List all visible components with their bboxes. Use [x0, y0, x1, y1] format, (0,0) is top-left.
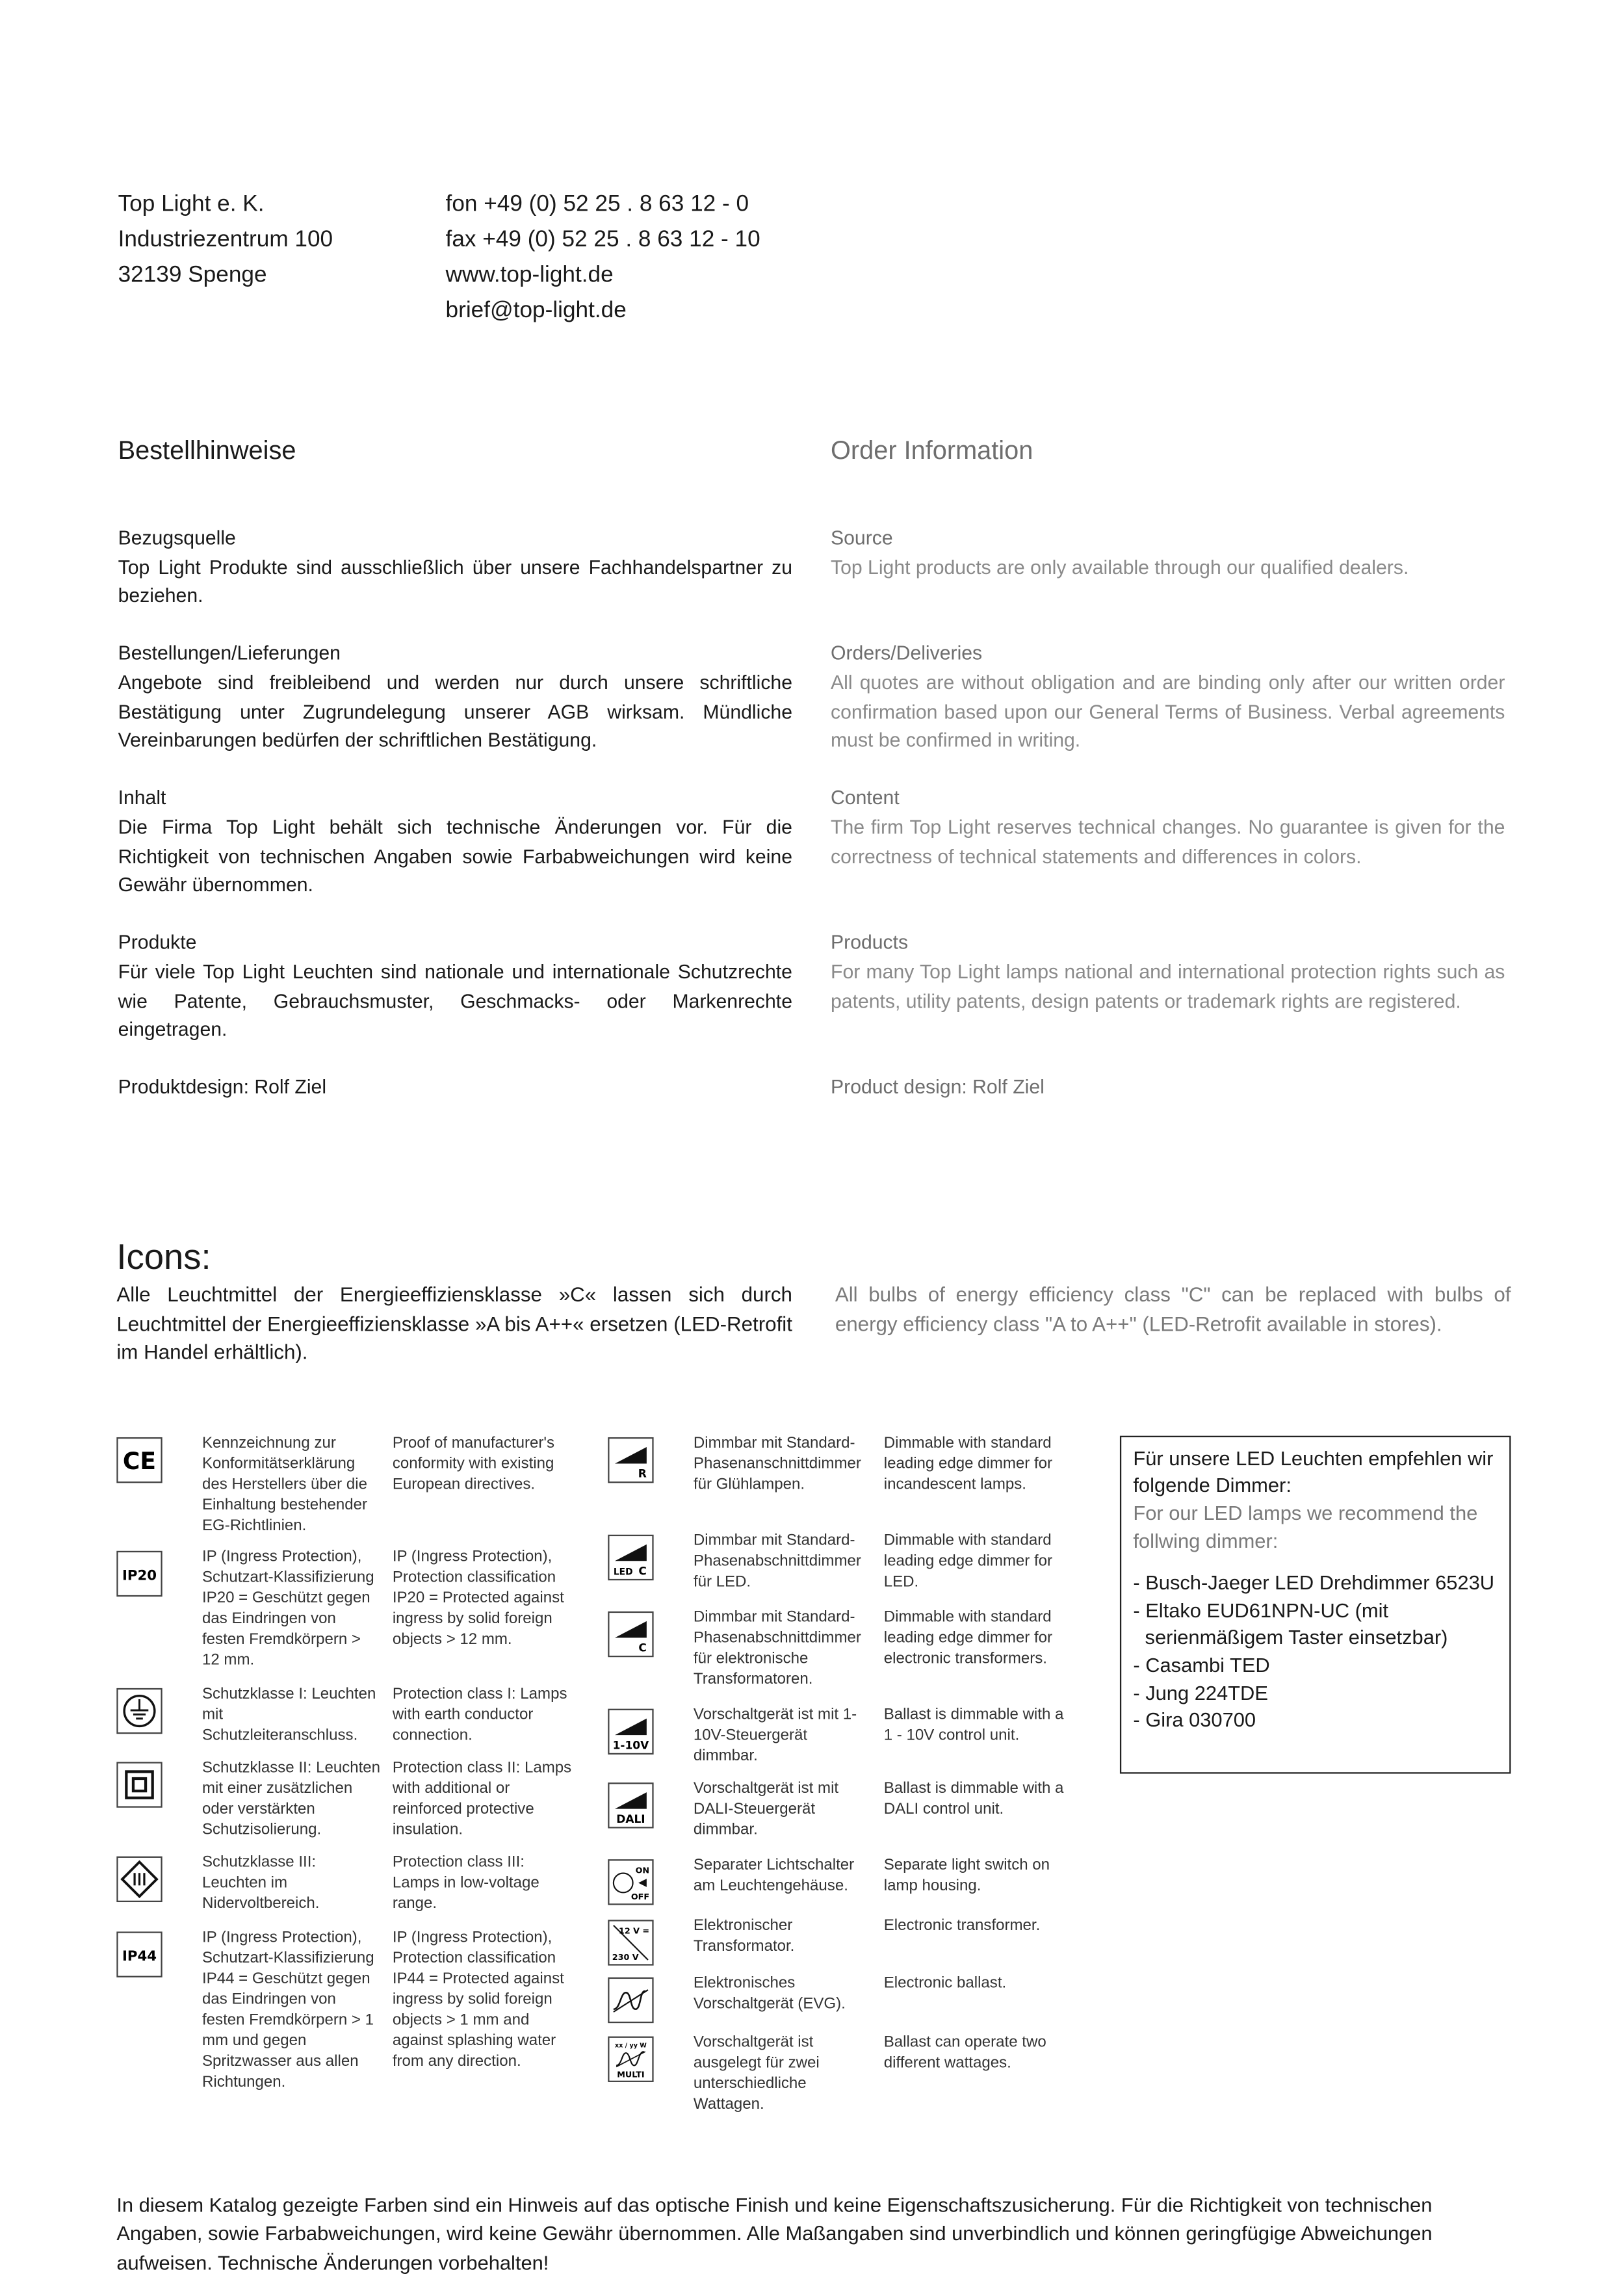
section-text: For many Top Light lamps national and international protection rights such as patents, utility patents, design patents or trademark rights are registered.	[831, 960, 1505, 1012]
dimmer-intro-en: For our LED lamps we recommend the follwing dimmer:	[1133, 1502, 1478, 1552]
section-heading: Bestellungen/Lieferungen	[118, 642, 341, 665]
protection-class-3-icon	[116, 1856, 162, 1901]
icon-legend-row	[116, 1930, 572, 2101]
svg-text:C: C	[638, 1565, 647, 1578]
svg-text:DALI: DALI	[616, 1812, 645, 1826]
icon-description-en: Ballast can operate two different wattages.	[883, 2033, 1046, 2072]
icon-description-de: Schutzklasse I: Leuchten mit Schutzleiteranschluss.	[201, 1684, 376, 1744]
icon-description-en: Separate light switch on lamp housing.	[883, 1856, 1050, 1895]
phone: fon +49 (0) 52 25 . 8 63 12 - 0	[445, 192, 749, 217]
dimmer-item: - Gira 030700	[1133, 1708, 1256, 1731]
icon-description-en: Dimmable with standard leading edge dimmer for LED.	[883, 1531, 1053, 1591]
email-link[interactable]: brief@top-light.de	[445, 298, 627, 324]
product-design: Produktdesign: Rolf Ziel	[118, 1076, 327, 1099]
icon-legend-row	[116, 1686, 572, 1760]
de-section-1	[118, 640, 792, 755]
order-information-sections	[118, 524, 1505, 1102]
icon-description-de: Elektronisches Vorschaltgerät (EVG).	[693, 1974, 846, 2013]
svg-text:1-10V: 1-10V	[612, 1738, 649, 1752]
icons-section	[116, 1235, 1511, 2278]
svg-text:IP44: IP44	[122, 1948, 157, 1964]
svg-text:12 V =: 12 V =	[618, 1926, 650, 1937]
en-title: Order Information	[831, 435, 1033, 465]
icon-legend-row	[608, 1976, 1063, 2035]
ce-mark-icon	[116, 1437, 162, 1482]
icon-legend-row	[116, 1855, 572, 1930]
svg-text:LED: LED	[613, 1567, 633, 1578]
de-title: Bestellhinweise	[118, 435, 296, 465]
on-off-switch-icon	[608, 1859, 653, 1905]
icon-description-de: Dimmbar mit Standard-Phasenanschnittdimmer für Glühlampen.	[693, 1433, 861, 1493]
dimmer-recommendation-box	[1120, 1435, 1511, 1773]
dimmer-r-icon	[608, 1437, 653, 1482]
svg-text:OFF: OFF	[630, 1892, 650, 1902]
icon-description-en: Ballast is dimmable with a DALI control unit.	[883, 1779, 1064, 1818]
en-section-3	[831, 929, 1505, 1045]
icon-description-de: Vorschaltgerät ist ausgelegt für zwei unterschiedliche Wattagen.	[693, 2033, 820, 2113]
icon-legend-row	[608, 1610, 1063, 1707]
protection-class-1-icon	[116, 1688, 162, 1733]
footer-disclaimer: In diesem Katalog gezeigte Farben sind ein Hinweis auf das optische Finish und keine Eigenschaftszusicherung. Für die Richtigkeit von technischen Angaben, sowie Farbabweichungen, wird keine Gewähr übernommen. Alle Maßangaben sind unverbindlich und können geringfügige Abweichungen aufweisen. Technische Änderungen vorbehalten!	[116, 2193, 1433, 2274]
fax: fax +49 (0) 52 25 . 8 63 12 - 10	[445, 227, 760, 253]
street: Industriezentrum 100	[118, 227, 333, 253]
section-text: Top Light products are only available through our qualified dealers.	[831, 555, 1409, 578]
ip20-icon	[116, 1550, 162, 1596]
dimmer-list	[1133, 1571, 1498, 1735]
icon-description-en: Protection class III: Lamps in low-voltage range.	[392, 1853, 539, 1912]
icon-legend-row	[608, 1533, 1063, 1610]
icons-intro	[116, 1281, 1511, 1367]
svg-text:230 V: 230 V	[612, 1952, 639, 1963]
icon-description-en: Protection class II: Lamps with additional or reinforced protective insulation.	[392, 1758, 572, 1838]
section-heading: Orders/Deliveries	[831, 642, 983, 665]
icon-legend-right	[608, 1435, 1063, 2123]
section-heading: Bezugsquelle	[118, 527, 236, 549]
icon-description-en: IP (Ingress Protection), Protection classification IP44 = Protected against ingress by solid foreign objects > 1 mm and against splashing water from any direction.	[392, 1928, 564, 2070]
dimmer-item: - Jung 224TDE	[1133, 1681, 1268, 1704]
icon-legend-row	[608, 1707, 1063, 1781]
electronic-transformer-icon	[608, 1920, 653, 1965]
de-section-0	[118, 524, 792, 610]
en-section-1	[831, 640, 1505, 755]
icon-description-de: Vorschaltgerät ist mit DALI-Steuergerät dimmbar.	[693, 1779, 839, 1838]
section-heading: Produkte	[118, 932, 197, 954]
section-heading: Inhalt	[118, 787, 166, 809]
icon-description-de: Schutzklasse III: Leuchten im Nidervoltbereich.	[201, 1853, 320, 1912]
section-text: Angebote sind freibleibend und werden nur durch unsere schriftliche Bestätigung unter Zugrundelegung unserer AGB wirksam. Mündliche Vereinbarungen bedürfen der schriftlichen Bestätigung.	[118, 671, 792, 751]
icons-intro-en: All bulbs of energy efficiency class "C" can be replaced with bulbs of energy efficiency class "A to A++" (LED-Retrofit available in stores).	[835, 1283, 1511, 1335]
icon-legend-row	[608, 1857, 1063, 1918]
icon-description-de: IP (Ingress Protection), Schutzart-Klassifizierung IP44 = Geschützt gegen das Eindringen von festen Fremdkörpern > 1 mm und gegen Spritzwasser aus allen Richtungen.	[201, 1928, 374, 2091]
multi-wattage-ballast-icon	[608, 2036, 653, 2081]
company-name: Top Light e. K.	[118, 192, 265, 217]
icon-legend-row	[608, 2035, 1063, 2123]
section-heading: Products	[831, 932, 909, 954]
section-text: The firm Top Light reserves technical changes. No guarantee is given for the correctness of technical statements and differences in colors.	[831, 816, 1505, 867]
icon-description-de: Separater Lichtschalter am Leuchtengehäuse.	[693, 1856, 855, 1895]
section-text: Die Firma Top Light behält sich technische Änderungen vor. Für die Richtigkeit von technischen Angaben sowie Farbabweichungen wird keine Gewähr übernommen.	[118, 816, 792, 896]
svg-text:CE: CE	[122, 1446, 157, 1475]
ip44-icon	[116, 1931, 162, 1977]
icon-legend-left	[116, 1435, 572, 2101]
dimmer-1-10v-icon	[608, 1708, 653, 1754]
electronic-ballast-icon	[608, 1977, 653, 2022]
svg-text:IP20: IP20	[122, 1567, 157, 1584]
svg-text:C: C	[638, 1641, 647, 1655]
icon-description-en: Ballast is dimmable with a 1 - 10V control unit.	[883, 1705, 1064, 1744]
svg-text:R: R	[638, 1467, 647, 1481]
icon-legend	[116, 1435, 1511, 2123]
icon-description-de: Dimmbar mit Standard-Phasenabschnittdimmer für LED.	[693, 1531, 861, 1591]
de-section-3	[118, 929, 792, 1045]
dimmer-c-icon	[608, 1611, 653, 1656]
icon-description-en: Dimmable with standard leading edge dimmer for incandescent lamps.	[883, 1433, 1053, 1493]
icon-description-de: Elektronischer Transformator.	[693, 1916, 795, 1955]
icon-description-de: Schutzklasse II: Leuchten mit einer zusätzlichen oder verstärkten Schutzisolierung.	[201, 1758, 381, 1838]
icon-description-en: IP (Ingress Protection), Protection classification IP20 = Protected against ingress by solid foreign objects > 12 mm.	[392, 1547, 564, 1649]
icon-description-de: IP (Ingress Protection), Schutzart-Klassifizierung IP20 = Geschützt gegen das Eindringen von festen Fremdkörpern > 12 mm.	[201, 1547, 374, 1669]
company-address	[118, 187, 333, 293]
en-section-0	[831, 524, 1505, 610]
section-text: All quotes are without obligation and are binding only after our written order confirmation based upon our General Terms of Business. Verbal agreements must be confirmed in writing.	[831, 671, 1505, 751]
section-text: Für viele Top Light Leuchten sind nationale und internationale Schutzrechte wie Patente, Gebrauchsmuster, Geschmacks- oder Markenrechte eingetragen.	[118, 960, 792, 1041]
product-design: Product design: Rolf Ziel	[831, 1076, 1045, 1099]
icons-intro-de: Alle Leuchtmittel der Energieeffiziensklasse »C« lassen sich durch Leuchtmittel der Energieeffiziensklasse »A bis A++« ersetzen (LED-Retrofit im Handel erhältlich).	[116, 1283, 792, 1364]
company-contact	[446, 187, 760, 329]
dimmer-dali-icon	[608, 1782, 653, 1828]
dimmer-led-c-icon	[608, 1534, 653, 1580]
website-link[interactable]: www.top-light.de	[445, 263, 614, 288]
svg-text:xx / yy W: xx / yy W	[615, 2042, 647, 2050]
dimmer-item: - Casambi TED	[1133, 1654, 1270, 1676]
icon-description-de: Dimmbar mit Standard-Phasenabschnittdimmer für elektronische Transformatoren.	[693, 1608, 861, 1688]
icon-legend-row	[608, 1918, 1063, 1976]
dimmer-item: - Busch-Jaeger LED Drehdimmer 6523U	[1133, 1571, 1495, 1594]
icon-legend-row	[116, 1760, 572, 1855]
icons-title: Icons:	[116, 1238, 211, 1278]
protection-class-2-icon	[116, 1762, 162, 1807]
icon-description-en: Electronic transformer.	[883, 1916, 1041, 1935]
icon-description-de: Vorschaltgerät ist mit 1- 10V-Steuergerät dimmbar.	[693, 1705, 857, 1765]
city: 32139 Spenge	[118, 263, 267, 288]
icon-legend-row	[608, 1435, 1063, 1533]
dimmer-intro-de: Für unsere LED Leuchten empfehlen wir folgende Dimmer:	[1133, 1447, 1494, 1497]
icon-legend-row	[116, 1549, 572, 1686]
section-text: Top Light Produkte sind ausschließlich über unsere Fachhandelspartner zu beziehen.	[118, 555, 792, 607]
icon-description-en: Dimmable with standard leading edge dimmer for electronic transformers.	[883, 1608, 1053, 1667]
icon-legend-row	[608, 1781, 1063, 1857]
icon-description-en: Protection class I: Lamps with earth conductor connection.	[392, 1684, 567, 1744]
svg-text:ON: ON	[635, 1866, 650, 1876]
svg-text:MULTI: MULTI	[617, 2069, 645, 2080]
icon-description-en: Proof of manufacturer's conformity with existing European directives.	[392, 1433, 555, 1493]
dimmer-item: - Eltako EUD61NPN-UC (mit serienmäßigem Taster einsetzbar)	[1133, 1599, 1448, 1649]
en-section-2	[831, 784, 1505, 900]
de-section-2	[118, 784, 792, 900]
section-heading: Content	[831, 787, 900, 809]
icon-legend-row	[116, 1435, 572, 1549]
section-heading: Source	[831, 527, 893, 549]
icon-description-en: Electronic ballast.	[883, 1974, 1007, 1992]
icon-description-de: Kennzeichnung zur Konformitätserklärung des Herstellers über die Einhaltung bestehender EG-Richtlinien.	[201, 1433, 368, 1535]
